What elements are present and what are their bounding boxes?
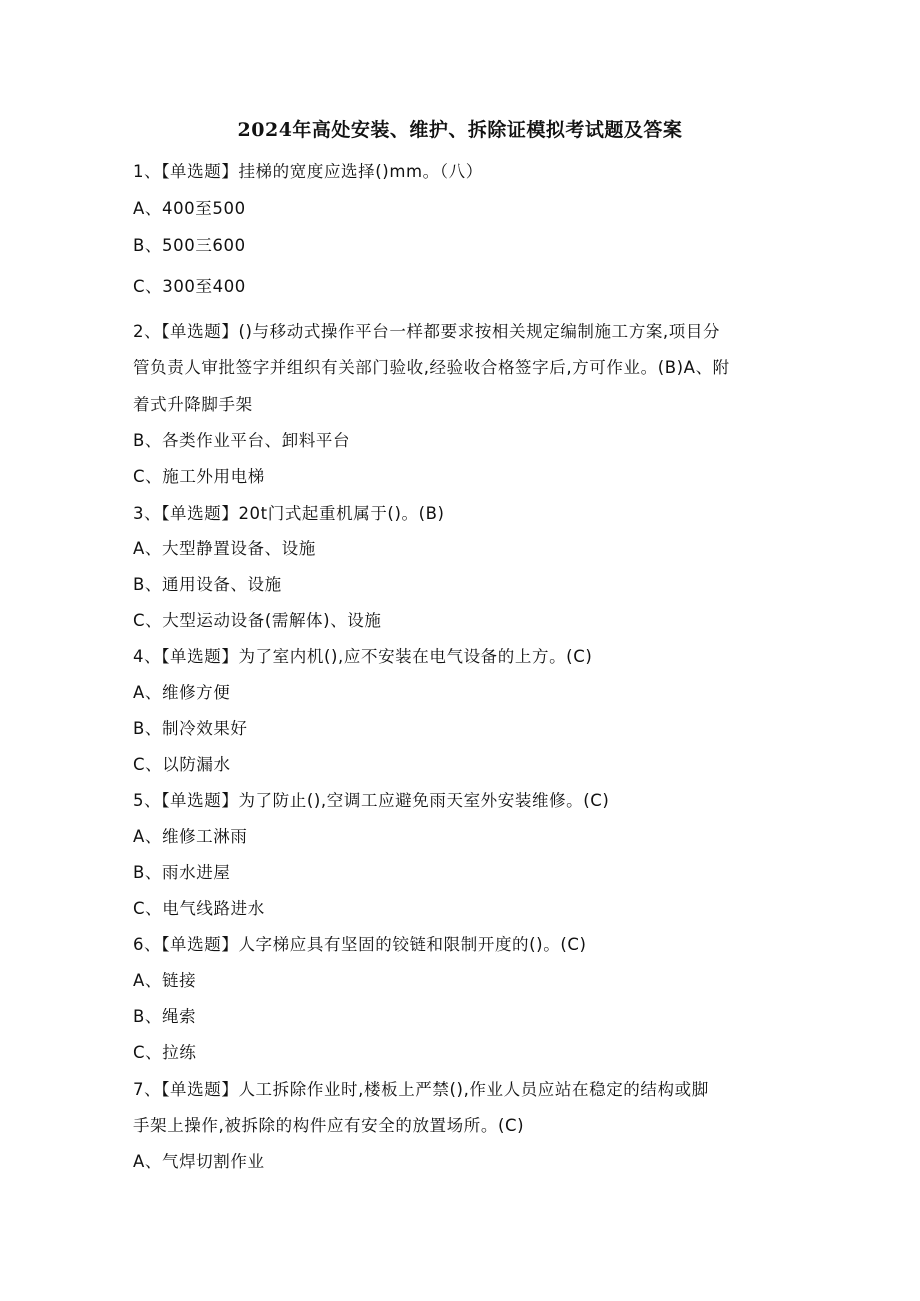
question-5-option-b: B、雨水进屋 <box>133 863 231 882</box>
question-1-stem: 1、【单选题】挂梯的宽度应选择()mm。（八） <box>133 162 483 181</box>
question-4-option-b: B、制冷效果好 <box>133 719 248 738</box>
question-4-stem: 4、【单选题】为了室内机(),应不安装在电气设备的上方。(C) <box>133 647 593 666</box>
question-1-option-c: C、300至400 <box>133 277 246 296</box>
question-3-option-c: C、大型运动设备(需解体)、设施 <box>133 611 382 630</box>
question-4-option-a: A、维修方便 <box>133 683 231 702</box>
question-3-option-b: B、通用设备、设施 <box>133 575 282 594</box>
question-6-stem: 6、【单选题】人字梯应具有坚固的铰链和限制开度的()。(C) <box>133 935 587 954</box>
question-1-option-a: A、400至500 <box>133 199 246 218</box>
question-2-stem-line-1: 2、【单选题】()与移动式操作平台一样都要求按相关规定编制施工方案,项目分 <box>133 322 721 341</box>
question-7-stem-line-1: 7、【单选题】人工拆除作业时,楼板上严禁(),作业人员应站在稳定的结构或脚 <box>133 1080 709 1099</box>
question-1-option-b: B、500三600 <box>133 236 246 255</box>
question-7-option-a: A、气焊切割作业 <box>133 1152 265 1171</box>
question-2-option-c: C、施工外用电梯 <box>133 467 265 486</box>
question-3-option-a: A、大型静置设备、设施 <box>133 539 316 558</box>
question-7-stem-line-2: 手架上操作,被拆除的构件应有安全的放置场所。(C) <box>133 1116 525 1135</box>
question-4-option-c: C、以防漏水 <box>133 755 231 774</box>
question-5-option-a: A、维修工淋雨 <box>133 827 248 846</box>
question-6-option-a: A、链接 <box>133 971 197 990</box>
question-5-stem: 5、【单选题】为了防止(),空调工应避免雨天室外安装维修。(C) <box>133 791 610 810</box>
question-2-option-a-cont: 着式升降脚手架 <box>133 395 253 414</box>
question-3-stem: 3、【单选题】20t门式起重机属于()。(B) <box>133 504 445 523</box>
question-2-stem-line-2: 管负责人审批签字并组织有关部门验收,经验收合格签字后,方可作业。(B)A、附 <box>133 358 730 377</box>
question-6-option-c: C、拉练 <box>133 1043 197 1062</box>
question-6-option-b: B、绳索 <box>133 1007 197 1026</box>
question-2-option-b: B、各类作业平台、卸料平台 <box>133 431 351 450</box>
document-title: 2024年高处安装、维护、拆除证模拟考试题及答案 <box>237 119 683 141</box>
question-5-option-c: C、电气线路进水 <box>133 899 265 918</box>
